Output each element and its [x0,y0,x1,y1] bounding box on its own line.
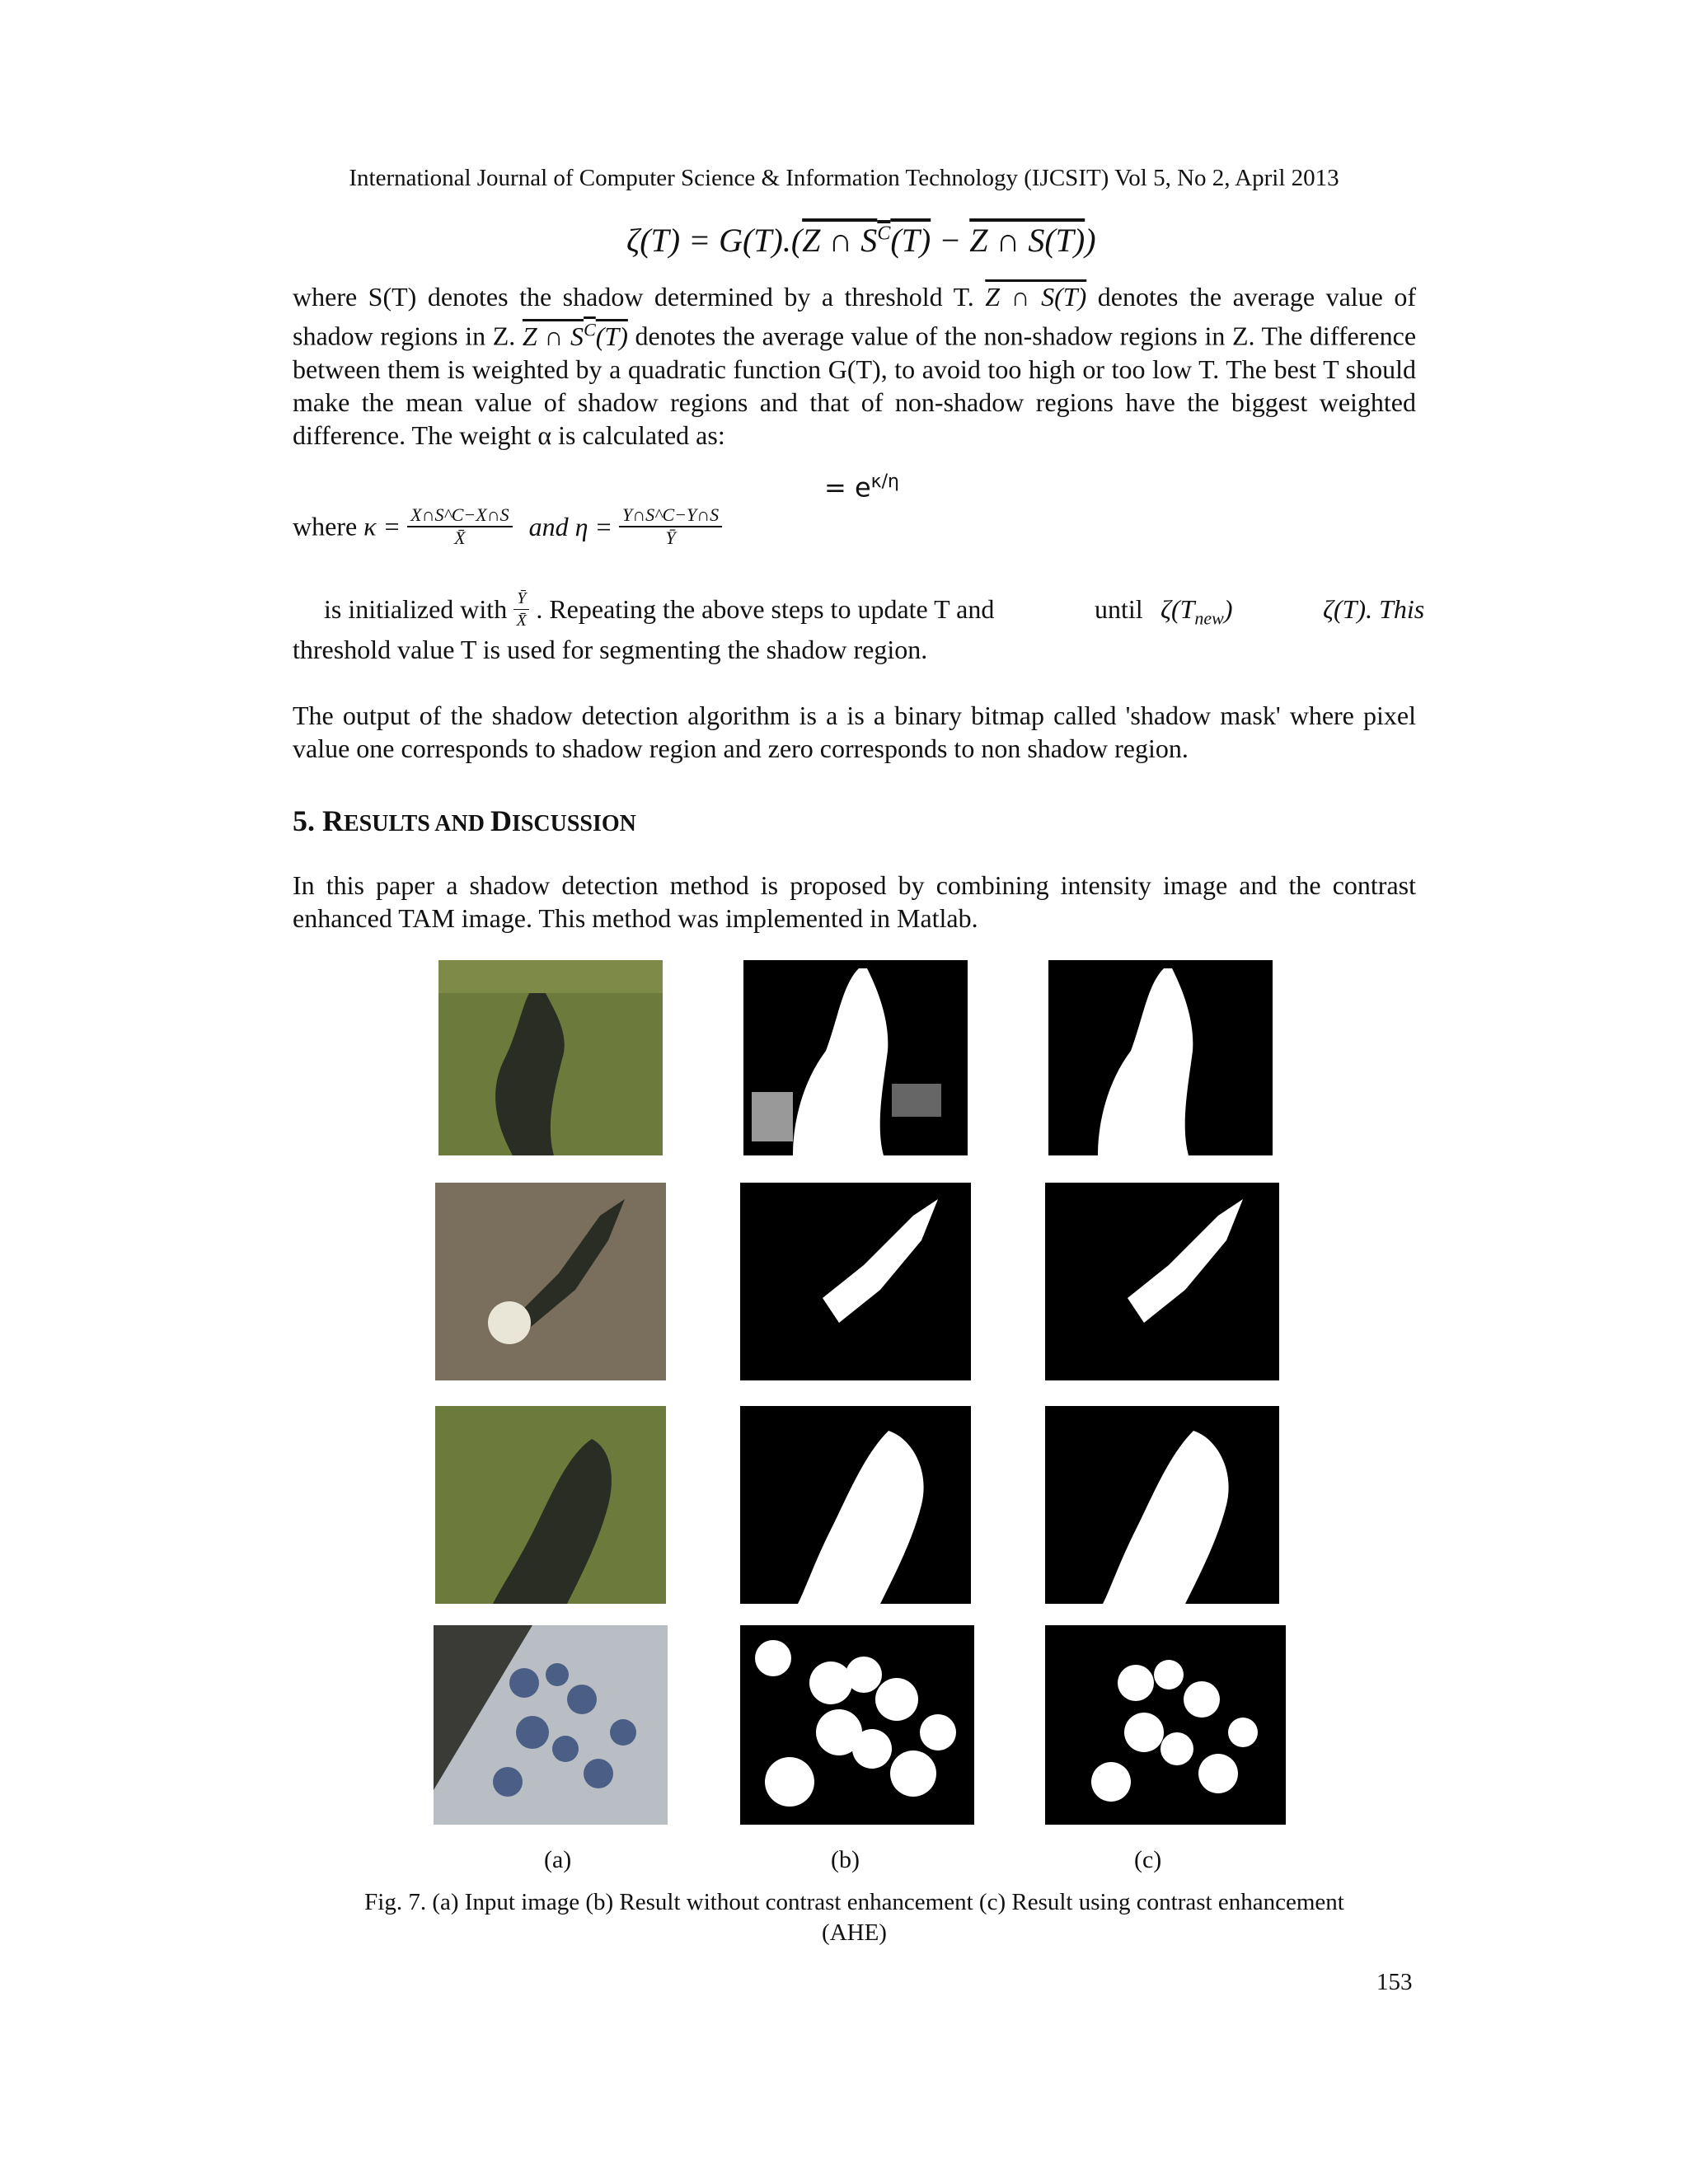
mask-c-photographer [1045,1406,1279,1604]
journal-header: International Journal of Computer Science & Information Technology (IJCSIT) Vol 5, No 2, April 2013 [349,165,1339,191]
figure-label-b: (b) [831,1846,860,1873]
input-image-flower-gravel [435,1183,666,1380]
page-number: 153 [1376,1969,1413,1995]
equation-kappa-eta: where κ = $\frac{X\cap S\^{}C-X\cap S}{X̄}$ and η = $\frac{Y\cap S\^{}C-Y\cap S}{Ȳ}$ [293,504,722,549]
paragraph-method: In this paper a shadow detection method is proposed by combining intensity image and the contrast enhanced TAM image. This method was implemented in Matlab. [293,870,1416,933]
mask-c-leaf [1045,1625,1286,1825]
input-image-photographer-grass [435,1406,666,1604]
initialization-line-2: threshold value T is used for segmenting the shadow region. [293,635,928,664]
figure-label-a: (a) [544,1846,572,1873]
initialization-line: is initialized with $\frac{Ȳ}{X̄}$ . Repeating the above steps to update T and until $\zeta(T_{new})$ ζ(T). This [324,589,1425,630]
equation-zeta: ζ(T) = G(T).(Z ∩ $S^C(T) - Z$ ∩ S(T)) [626,222,1096,259]
input-image-person-grass [438,960,663,1155]
figure-label-c: (c) [1134,1846,1162,1873]
mask-b-flower [740,1183,971,1380]
paragraph-shadow-mask: The output of the shadow detection algorithm is a is a binary bitmap called 'shadow mask' where pixel value one corresponds to shadow region and zero corresponds to non shadow region. [293,701,1416,763]
section-heading: 5. RESULTS AND DISCUSSION [293,804,636,837]
mask-b-leaf [740,1625,974,1825]
mask-c-person [1048,960,1273,1155]
figure-caption: Fig. 7. (a) Input image (b) Result without contrast enhancement (c) Result using contrast enhancement (AHE) [364,1889,1344,1946]
mask-b-person [743,960,968,1155]
input-image-leaf-shadows [434,1625,668,1825]
equation-alpha: = $e^{\kappa/\eta}$ [824,471,899,504]
mask-b-photographer [740,1406,971,1604]
paragraph-threshold-description: where S(T) denotes the shadow determined by a threshold T. Z ∩ S(T) denotes the average value of shadow regions in Z. Z ∩ $S^C(T)$ denotes the average value of the non-shadow regions in Z. The difference between them is weighted by a quadratic function G(T), to avoid too high or too low T. The best T should make the mean value of shadow regions and that of non-shadow regions have the biggest weighted difference. The weight α is calculated as: [293,282,1417,450]
mask-c-flower [1045,1183,1279,1380]
